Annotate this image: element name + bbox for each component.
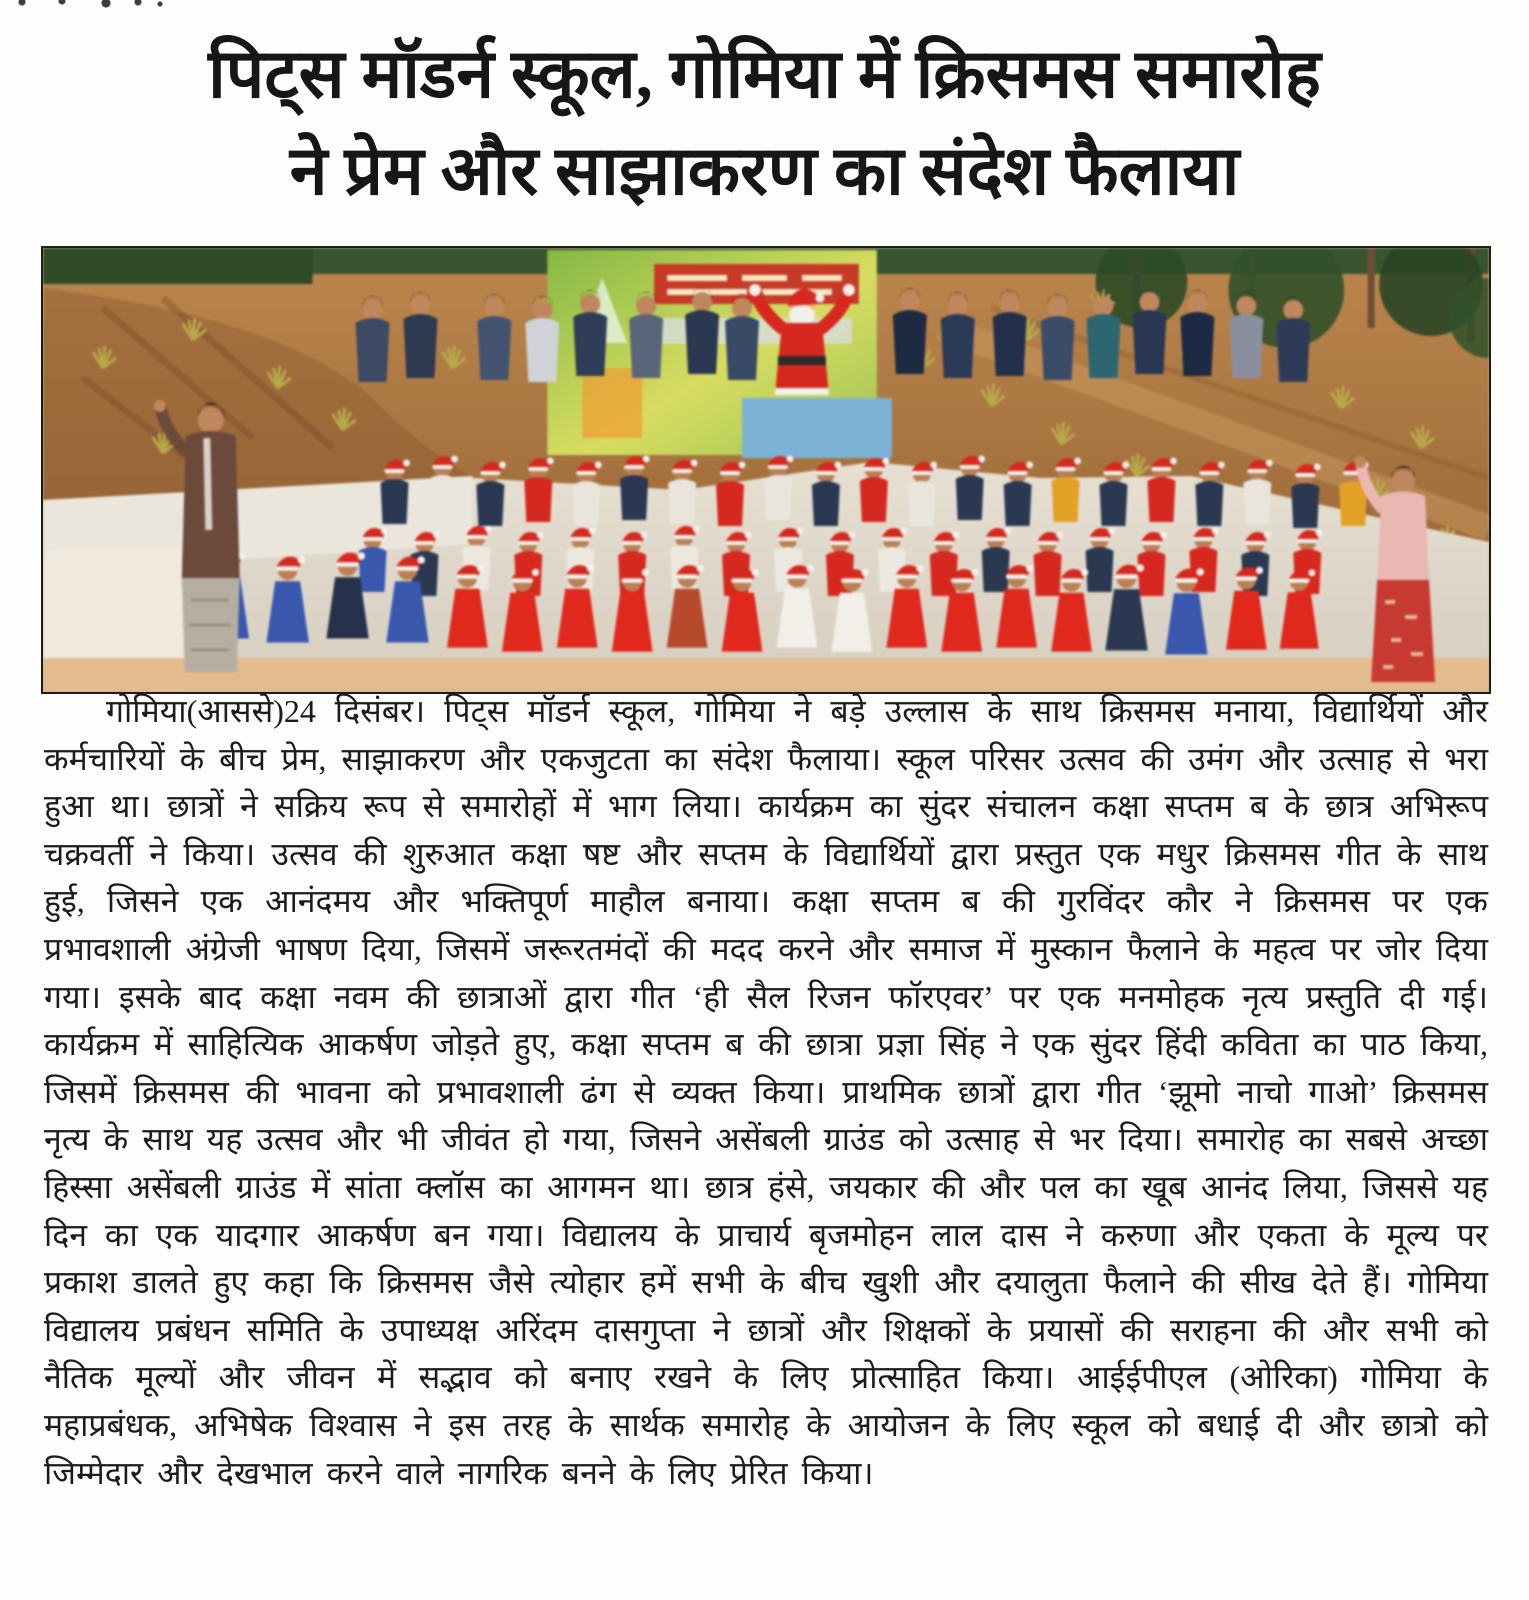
headline-line-1: पिट्स मॉडर्न स्कूल, गोमिया में क्रिसमस समारोह: [208, 36, 1321, 112]
headline-line-2: ने प्रेम और साझाकरण का संदेश फैलाया: [289, 133, 1240, 209]
cropped-masthead-fragment: [10, 0, 180, 11]
students-middle-row: [381, 456, 1369, 528]
article-body: गोमिया(आससे)24 दिसंबर। पिट्स मॉडर्न स्कूल, गोमिया ने बड़े उल्लास के साथ क्रिसमस मनाया, विद्यार्थियों और कर्मचारियों के बीच प्रेम, साझाकरण और एकजुटता का संदेश फैलाया। स्कूल परिसर उत्सव की उमंग और उत्साह से भरा हुआ था। छात्रों ने सक्रिय रूप से समारोहों में भाग लिया। कार्यक्रम का सुंदर संचालन कक्षा सप्तम ब के छात्र अभिरूप चक्रवर्ती ने किया। उत्सव की शुरुआत कक्षा षष्ट और सप्तम के विद्यार्थियों द्वारा प्रस्तुत एक मधुर क्रिसमस गीत के साथ हुई, जिसने एक आनंदमय और भक्तिपूर्ण माहौल बनाया। कक्षा सप्तम ब की गुरविंदर कौर ने क्रिसमस पर एक प्रभावशाली अंग्रेजी भाषण दिया, जिसमें जरूरतमंदों की मदद करने और समाज में मुस्कान फैलाने के महत्व पर जोर दिया गया। इसके बाद कक्षा नवम की छात्राओं द्वारा गीत ‘ही सैल रिजन फॉरएवर’ पर एक मनमोहक नृत्य प्रस्तुति दी गई। कार्यक्रम में साहित्यिक आकर्षण जोड़ते हुए, कक्षा सप्तम ब की छात्रा प्रज्ञा सिंह ने एक सुंदर हिंदी कविता का पाठ किया, जिसमें क्रिसमस की भावना को प्रभावशाली ढंग से व्यक्त किया। प्राथमिक छात्रों द्वारा गीत ‘झूमो नाचो गाओ’ क्रिसमस नृत्य के साथ यह उत्सव और भी जीवंत हो गया, जिसने असेंबली ग्राउंड को उत्साह से भर दिया। समारोह का सबसे अच्छा हिस्सा असेंबली ग्राउंड में सांता क्लॉस का आगमन था। छात्र हंसे, जयकार की और पल का खूब आनंद लिया, जिससे यह दिन का एक यादगार आकर्षण बन गया। विद्यालय के प्राचार्य बृजमोहन लाल दास ने करुणा और एकता के मूल्य पर प्रकाश डालते हुए कहा कि क्रिसमस जैसे त्योहार हमें सभी के बीच खुशी और दयालुता फैलाने की सीख देते हैं। गोमिया विद्यालय प्रबंधन समिति के उपाध्यक्ष अरिंदम दासगुप्ता ने छात्रों और शिक्षकों के प्रयासों की सराहना की और सभी को नैतिक मूल्यों और जीवन में सद्भाव को बनाए रखने के लिए प्रोत्साहित किया। आईईपीएल (ओरिका) गोमिया के महाप्रबंधक, अभिषेक विश्वास ने इस तरह के सार्थक समारोह के आयोजन के लिए स्कूल को बधाई दी और छात्रो को जिम्मेदार और देखभाल करने वाले नागरिक बनने के लिए प्रेरित किया।: [44, 693, 1488, 1491]
article-photo: [41, 246, 1491, 694]
article-headline: [30, 26, 1499, 220]
